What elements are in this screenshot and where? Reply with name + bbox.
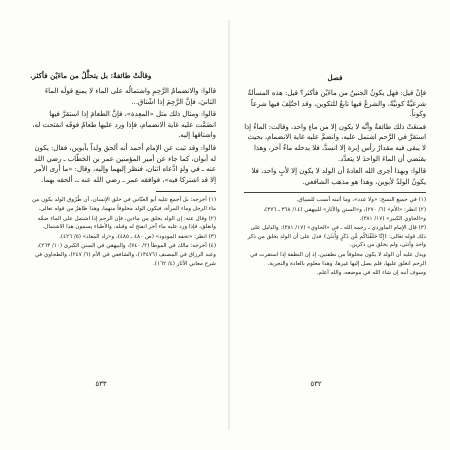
page-number: ٥٣٢	[310, 380, 322, 388]
footnote: (٣) قال الإمام الماوردي ـ رحمه الله ـ في «الحاوي» (١٧/ ٣٨١): والدليل على ذلك قوله تعالى: ﴿إِنَّا خَلَقْنَاكُم مِّن ذَكَرٍ وَأُنثَىٰ﴾ فدل على أن الولد يخلق من ذكر واحد وأنثى، ولم يخلق من ذكرين.	[247, 225, 426, 249]
footnote: (١) أخرجه: بل أجمع عليه أبو العبّاس في حلق الإنسان، أن طُرُوق الولد يكون من ماء الرجل وماء المرأة، فيكون الولد مخلوقاً منهما، وهذا ظاهرٌ من قوله تعالى.	[32, 197, 216, 212]
footnote: (٢) انظر: «الأم» (٦/ ٢٧٠)، و«السنن والآثار» للبيهقي (١٤/ ٣٦٨ ـ ٣٧٦)، و«الحاوي الكبير» (١٧/ ٣٨١).	[263, 206, 426, 222]
right-footnotes	[244, 196, 426, 277]
right-paragraph: فإنْ قيل: فهل يكونُ الجنينُ من ماءَيْن فأكثر؟ قيل: هذه المسألةُ شرعيَّةٌ كونيَّةٌ، والشرعُ فيها تابعٌ للتكوين، وقد اختُلِفَ فيها شرعاً وكوناً.	[247, 89, 426, 119]
footnote: (٣) انظر: «تحفة المودود» (ص ٤٨٠ ـ ٤٨٥)، و«زاد المعاد» (٥/ ٤٢٦).	[59, 233, 216, 240]
left-paragraph: قالوا: وقد ثبت عن الإمام أحمد أنه ألحق ولداً بأبوين، فقال: يكون له أبوان، كما جاء عن أمير المؤمنين عمر بن الخطّاب ـ رضي الله عنه ـ في ولدٍ ادَّعاه اثنان، فنظر إليهما وإليه، وقال: «ما أرى الأمر إلا قد اشتركا فيه»، فوافقه عمر ـ رضي الله عنه ـ، ألحقه بهما.	[34, 143, 216, 184]
right-paragraph: فمنعَتْ ذلك طائفةٌ وأنَّه لا يكون إلا من ماءٍ واحد، وقالت: الماءُ إذا استقرَّ في الرَّحم اشتمل عليه، وانضمَّ عليه غاية الانضمام، بحيث لا يبقى فيه مقدارُ رأس إبرة إلا انسدَّ، فلا يدخله ماءٌ آخر، وهذا يقتضي أن الماءَ الواحدَ لا يتعدَّد.	[244, 122, 426, 163]
footnote-separator	[244, 192, 426, 193]
footnote: (٤) أخرجه: مالك في الموطأ (٢/ ٧٤٠)، والبيهقي في السنن الكبرى (١٠/ ٢٦٣)، وعبد الرزاق في المصنف (١٣٤٧٦)، والشافعي في الأم (٦/ ٢٤٧)، والطحاوي في شرح معاني الآثار (٤/ ١٦٢).	[34, 243, 216, 267]
left-paragraph: قالوا: ومثال ذلك مثل «المعِدة»، فإنَّ الطعامَ إذا استقرَّ فيها انضَمَّت عليه غاية الانضمام، فإذا ورد عليها طعامٌ فوقَه انفتحت له، واشتاقها إليه.	[32, 110, 216, 140]
right-paragraph: قالوا: ويهذا أجرى الله العادةَ أن الولد لا يكون إلا لأبٍ واحد، فلا يكونُ الولدُ لأبوين، وهذا هو مذهب الشافعي.	[251, 167, 426, 186]
footnote: وسوف أنبه إن شاء الله في موضعه، والله أعلم.	[316, 270, 426, 277]
section-heading: فصل	[327, 73, 343, 82]
left-paragraph: قالوا: والانضمامُ الرَّحِمِ واشتمالُه على الماء لا يمنع قولَه الماءَ الثانيَ، فإنَّ الرَّحِمَ إذا اشْتاق...	[44, 87, 216, 106]
left-footnotes	[30, 196, 216, 268]
footnote: (٢) وقال عنه: إن الولد يخلق من ماءين، فإن الرحم إذا اشتمل على الماء ضمَّه وانغلق، فإذا ورد عليه ماء آخر انفتح له وقبله، والأطباء يسمون هذا الاشتمال.	[37, 215, 216, 231]
page-number: ٥٣٣	[95, 380, 107, 388]
footnote-separator	[156, 191, 216, 192]
right-page	[230, 0, 450, 450]
left-page-heading: وقالَتْ طائفةٌ: بل يتحلَّلُ من ماءَيْن فأكثر.	[30, 71, 152, 80]
footnote: (١) في جميع النسخ: «ولا عدد»، وما أثبته أنسب للسياق.	[296, 197, 426, 204]
footnote: ويدل عليه أن الولد لا يكون مخلوقاً من نطفتين، إذ إن النطفة إذا استقرت في الرحم انغلق عليها، فلم يصل إليها غيرها، وهذا معلوم بالعادة والتجربة.	[250, 251, 426, 267]
